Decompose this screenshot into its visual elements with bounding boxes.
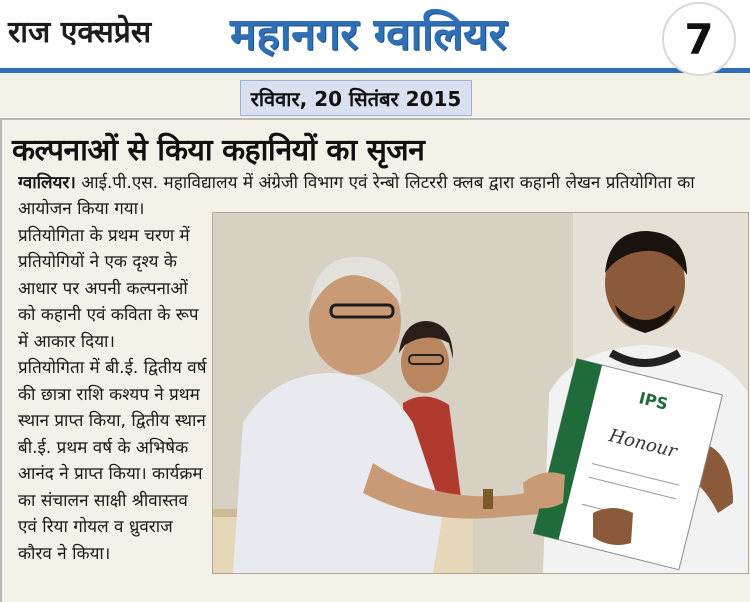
- lead-text: आई.पी.एस. महाविद्यालय में अंग्रेजी विभाग एवं रेन्बो लिटररी क्लब द्वारा कहानी लेखन प्रतियोगिता का: [81, 173, 695, 193]
- news-article: [0, 118, 750, 602]
- news-photo: [212, 212, 749, 574]
- page-number: 7: [662, 2, 736, 76]
- paragraph-3: प्रतियोगिता में बी.ई. द्वितीय वर्ष की छात्रा राशि कश्यप ने प्रथम स्थान प्राप्त किया, द्वितीय स्थान बी.ई. प्रथम वर्ष के अभिषेक आनंद ने प्राप्त किया। कार्यक्रम का संचालन साक्षी श्रीवास्तव एवं रिया गोयल व ध्रुवराज कौरव ने किया।: [18, 358, 207, 564]
- masthead-rule: [0, 68, 750, 73]
- certificate-word: Honour: [606, 425, 679, 463]
- edition-title: महानगर ग्वालियर: [230, 9, 507, 60]
- photo-illustration: [213, 213, 748, 573]
- certificate-logo: IPS: [637, 388, 670, 414]
- dateline: ग्वालियर।: [18, 173, 76, 193]
- issue-date: रविवार, 20 सितंबर 2015: [240, 80, 472, 116]
- newspaper-name: राज एक्सप्रेस: [8, 15, 152, 50]
- paragraph-1: आयोजन किया गया।: [18, 199, 145, 219]
- masthead: [0, 0, 750, 68]
- article-headline: कल्पनाओं से किया कहानियों का सृजन: [12, 133, 425, 168]
- paragraph-2: प्रतियोगिता के प्रथम चरण में प्रतियोगियों ने एक दृश्य के आधार पर अपनी कल्पनाओं को कहानी एवं कविता के रूप में आकार दिया।: [18, 225, 199, 352]
- article-column: [18, 196, 208, 567]
- article-lead: [18, 172, 743, 194]
